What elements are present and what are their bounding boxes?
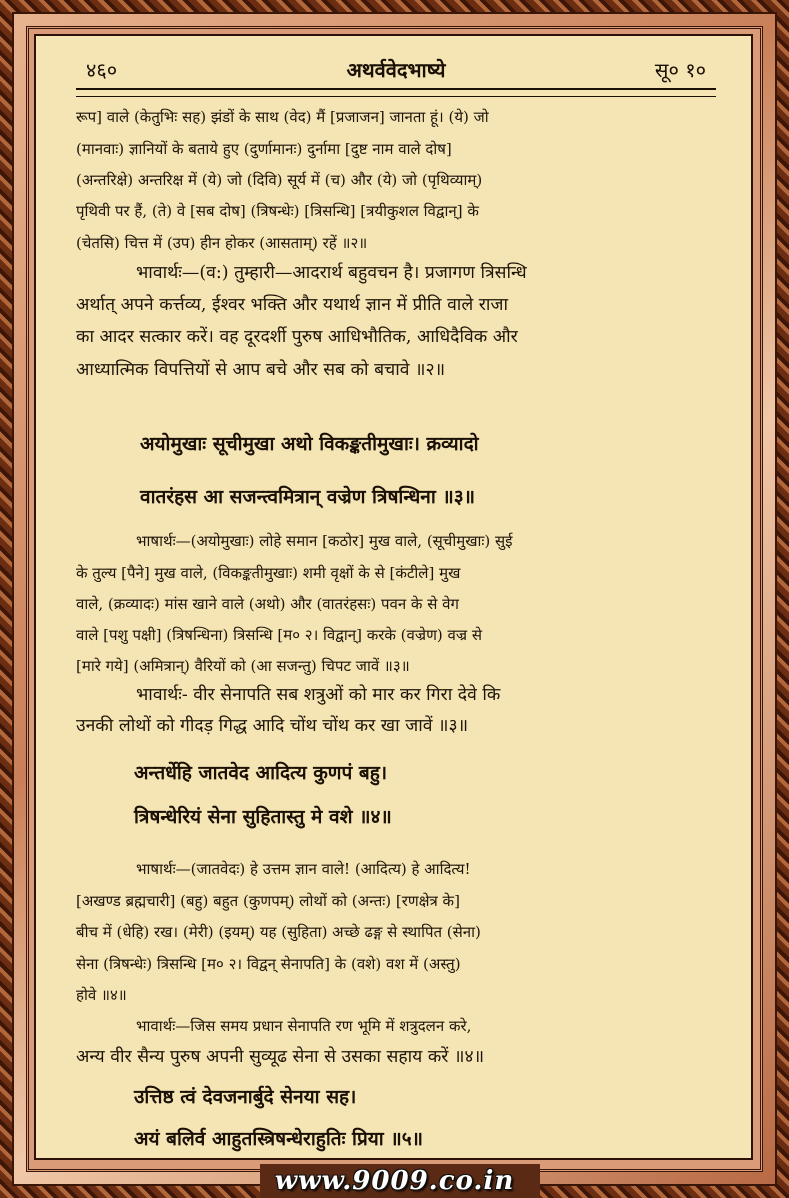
text-line: अन्य वीर सैन्य पुरुष अपनी सुव्यूढ सेना से उसका सहाय करें ॥४॥ (76, 1047, 485, 1067)
text-line: सेना (त्रिषन्धेः) त्रिसन्धि [म० २। विद्वन् सेनापति] के (वशे) वश में (अस्तु) (76, 955, 461, 973)
text-line: पृथिवी पर हैं, (ते) वे [सब दोष] (त्रिषन्धेः) [त्रिसन्धि] [त्रयीकुशल विद्वान्] के (76, 202, 479, 220)
text-line: भाषार्थः—(जातवेदः) हे उत्तम ज्ञान वाले! (आदित्य) हे आदित्य! (136, 860, 471, 878)
mantra-line: अन्तर्धेहि जातवेद आदित्य कुणपं बहु। (134, 762, 388, 784)
text-line: भावार्थः—(व:) तुम्हारी—आदरार्थ बहुवचन है। प्रजागण त्रिसन्धि (136, 263, 527, 283)
website-url: www.9009.co.in (274, 1166, 515, 1196)
page-number: ४६० (86, 58, 118, 82)
text-line: अर्थात् अपने कर्त्तव्य, ईश्वर भक्ति और यथार्थ ज्ञान में प्रीति वाले राजा (76, 295, 508, 315)
mantra-line: अयं बलिर्व आहुतस्त्रिषन्धेराहुतिः प्रिया ॥५॥ (134, 1128, 423, 1150)
header-rule (76, 88, 716, 97)
text-line: (मानवाः) ज्ञानियों के बताये हुए (दुर्णामानः) दुर्नामा [दुष्ट नाम वाले दोष] (76, 140, 452, 158)
mantra-line: उत्तिष्ठ त्वं देवजनार्बुदे सेनया सह। (134, 1086, 357, 1108)
text-line: बीच में (धेहि) रख। (मेरी) (इयम्) यह (सुहिता) अच्छे ढङ्ग से स्थापित (सेना) (76, 923, 481, 941)
text-line: भावार्थः—जिस समय प्रधान सेनापति रण भूमि में शत्रुदलन करे, (136, 1017, 472, 1035)
book-title: अथर्ववेदभाष्ये (346, 58, 446, 82)
text-line: रूप] वाले (केतुभिः सह) झंडों के साथ (वेद) मैं [प्रजाजन] जानता हूं। (ये) जो (76, 108, 489, 126)
text-line: भाषार्थः—(अयोमुखाः) लोहे समान [कठोर] मुख वाले, (सूचीमुखाः) सुई (136, 532, 513, 550)
text-line: भावार्थः- वीर सेनापति सब शत्रुओं को मार कर गिरा देवे कि (136, 685, 501, 705)
text-line: आध्यात्मिक विपत्तियों से आप बचे और सब को बचावे ॥२॥ (76, 360, 446, 380)
text-line: का आदर सत्कार करें। वह दूरदर्शी पुरुष आधिभौतिक, आधिदैविक और (76, 327, 518, 347)
text-line: [मारे गये] (अमित्रान्) वैरियों को (आ सजन्तु) चिपट जावें ॥३॥ (76, 657, 410, 675)
text-line: [अखण्ड ब्रह्मचारी] (बहु) बहुत (कुणपम्) लोथों को (अन्तः) [रणक्षेत्र के] (76, 892, 460, 910)
mantra-line: त्रिषन्धेरियं सेना सुहितास्तु मे वशे ॥४॥ (134, 806, 392, 828)
mantra-line: वातरंहस आ सजन्त्वमित्रान् वज्रेण त्रिषन्धिना ॥३॥ (140, 486, 476, 508)
mantra-line: अयोमुखाः सूचीमुखा अथो विकङ्कतीमुखाः। क्रव्यादो (140, 433, 479, 455)
page-paper (34, 34, 753, 1160)
text-line: वाले, (क्रव्यादः) मांस खाने वाले (अथो) और (वातरंहसः) पवन के से वेग (76, 595, 459, 613)
text-line: होवे ॥४॥ (76, 986, 127, 1004)
text-line: वाले [पशु पक्षी] (त्रिषन्धिना) त्रिसन्धि [म० २। विद्वान्] करके (वज्रेण) वज्र से (76, 626, 482, 644)
text-line: (चेतसि) चित्त में (उप) हीन होकर (आसताम्) रहें ॥२॥ (76, 234, 368, 252)
text-line: (अन्तरिक्षे) अन्तरिक्ष में (ये) जो (दिवि) सूर्य में (च) और (ये) जो (पृथिव्याम्) (76, 171, 483, 189)
text-line: के तुल्य [पैने] मुख वाले, (विकङ्कतीमुखाः) शमी वृक्षों के से [कंटीले] मुख (76, 564, 461, 582)
sukta-number: सू० १० (654, 58, 706, 82)
text-line: उनकी लोथों को गीदड़ गिद्ध आदि चोंथ चोंथ कर खा जावें ॥३॥ (76, 716, 469, 736)
page-header (86, 56, 706, 86)
